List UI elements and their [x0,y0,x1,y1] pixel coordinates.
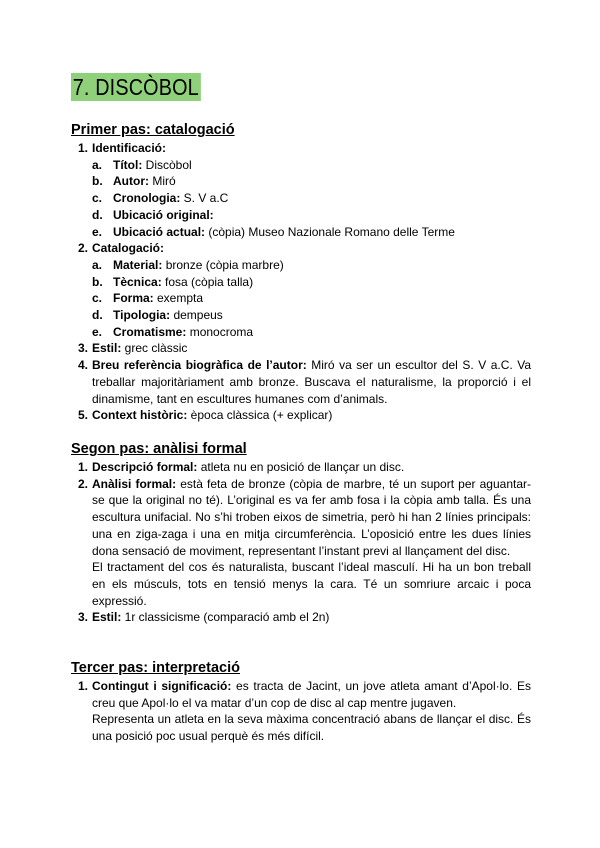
sub-item: e. Ubicació actual: (còpia) Museo Nazionale Romano delle Terme [92,224,455,239]
item-value: època clàssica (+ explicar) [187,408,333,423]
sub-item: d. Tipologia: dempeus [92,308,223,323]
item-number: 4. [78,358,89,373]
item-number: 2. [78,241,89,256]
item-label: Breu referència biogràfica de l’autor: [92,358,307,373]
list [71,140,531,424]
item-value: es tracta de Jacint, un jove atleta amant d’Apol·lo. Es creu que Apol·lo el va matar d’un cop de disc al cap mentre jugaven. [92,679,531,710]
item-label: Catalogació: [92,241,165,256]
sub-item: c. Forma: exempta [92,291,204,306]
list-item [71,357,531,407]
item-value: 1r classicisme (comparació amb el 2n) [121,610,330,625]
sub-item: a. Títol: Discòbol [92,157,192,172]
item-number: 3. [78,610,89,625]
section-heading: Tercer pas: interpretació [71,660,240,676]
item-value: Miró va ser un escultor del S. V a.C. Va treballar majoritàriament amb bronze. Buscava el naturalisme, la proporció i el dinamisme, tant en escultures humanes com d’animals. [92,358,531,406]
item-label: Estil: [92,610,122,625]
item-paragraph: Representa un atleta en la seva màxima concentració abans de llançar el disc. És una posició poc usual perquè és més difícil. [92,712,531,744]
list [71,678,531,745]
section-heading: Segon pas: anàlisi formal [71,441,247,457]
list-item [71,340,531,357]
list-item [71,240,531,340]
section-interpretacio [71,659,531,745]
list-item [71,140,531,240]
item-label: Descripció formal: [92,460,198,474]
list-item [71,609,531,626]
item-number: 1. [78,460,89,474]
item-number: 3. [78,341,89,356]
item-number: 1. [78,141,89,155]
sub-item: a. Material: bronze (còpia marbre) [92,257,284,272]
item-number: 2. [78,476,89,491]
item-number: 1. [78,679,89,693]
sub-item: d. Ubicació original: [92,207,214,222]
list-item [71,407,531,424]
item-label: Estil: [92,341,122,356]
list-item [71,459,531,476]
item-value: està feta de bronze (còpia de marbre, té un suport per aguantar-se que la original no té). L’original es va fer amb fosa i la còpia amb talla. És una escultura unifacial. No s’hi troben eixos de simetria, però hi han 2 línies principals: una en ziga-zaga i una en mitja circumferència. L’oposició entre les dues línies dona sensació de moviment, representant l’instant previ al llançament del disc. [92,476,531,558]
item-number: 5. [78,408,89,423]
item-value: atleta nu en posició de llançar un disc. [197,460,405,474]
page-title: 7. DISCÒBOL [72,74,199,100]
section-heading: Primer pas: catalogació [71,122,235,138]
sub-item: c. Cronologia: S. V a.C [92,191,229,206]
list-item [71,678,531,745]
section-catalogacio [71,121,531,424]
list [71,459,531,626]
item-label: Contingut i significació: [92,679,232,693]
item-label: Identificació: [92,141,167,155]
list-item [71,476,531,610]
sub-item: b. Autor: Miró [92,174,176,189]
title-wrap [71,73,222,101]
section-analisi-formal [71,440,531,626]
item-value: grec clàssic [121,341,188,356]
sub-item: b. Tècnica: fosa (còpia talla) [92,274,254,289]
item-label: Context històric: [92,408,188,423]
item-label: Anàlisi formal: [92,476,177,491]
sub-item: e. Cromatisme: monocroma [92,324,254,339]
item-paragraph: El tractament del cos és naturalista, buscant l’ideal masculí. Hi ha un bon treball en els músculs, tots en tensió menys la cara. Té un somriure arcaic i poca expressió. [92,560,531,608]
